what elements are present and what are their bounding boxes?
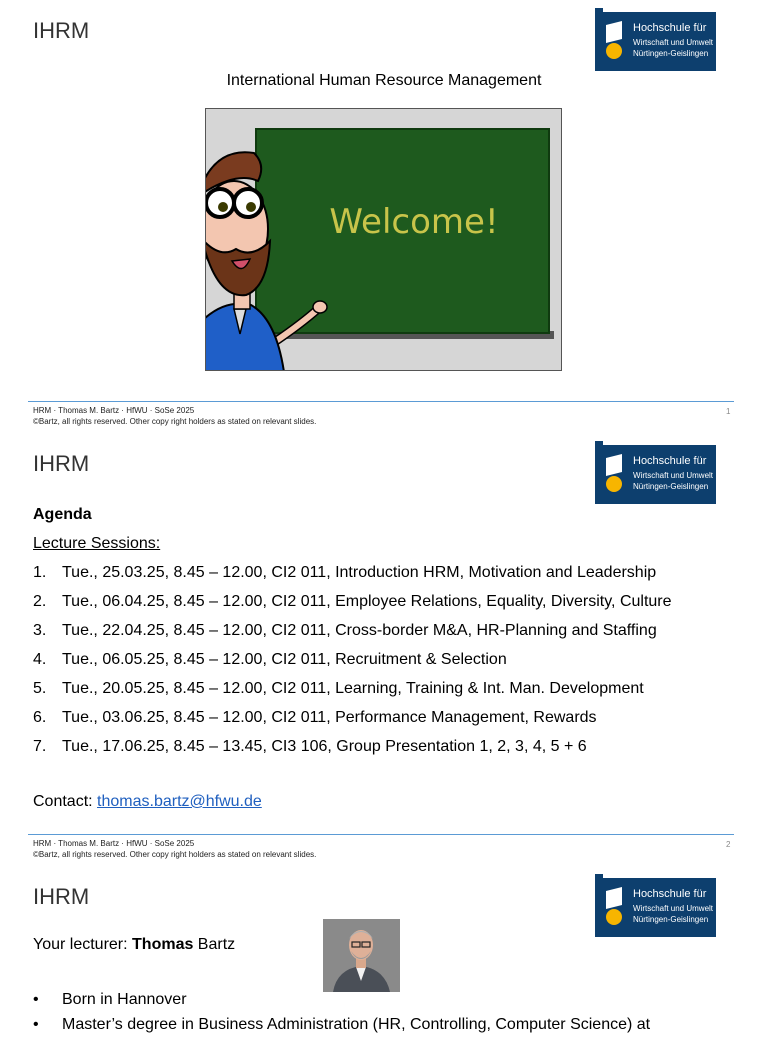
lecturer-bullets: [33, 990, 650, 1040]
logo-line-1: Hochschule für: [633, 888, 707, 900]
logo-line-2: Wirtschaft und Umwelt: [633, 38, 714, 47]
course-title: IHRM: [33, 884, 90, 909]
logo-line-2: Wirtschaft und Umwelt: [633, 471, 714, 480]
agenda-title: Agenda: [33, 506, 92, 523]
lecturer-prefix: Your lecturer:: [33, 936, 133, 953]
lecturer-last-name: Bartz: [193, 936, 236, 953]
course-title: IHRM: [33, 18, 90, 43]
sessions-heading: Lecture Sessions:: [33, 535, 161, 552]
session-item: 3. Tue., 22.04.25, 8.45 – 12.00, CI2 011, Cross-border M&A, HR-Planning and Staffing: [33, 622, 657, 639]
footer-line-2: ©Bartz, all rights reserved. Other copy right holders as stated on relevant slides.: [33, 417, 317, 426]
footer-line-1: HRM · Thomas M. Bartz · HfWU · SoSe 2025: [33, 406, 195, 415]
logo-line-3: Nürtingen-Geislingen: [633, 482, 709, 491]
page-number: 1: [726, 407, 731, 416]
logo-mark-icon: [604, 887, 624, 927]
contact-label: Contact:: [33, 793, 98, 810]
logo-line-1: Hochschule für: [633, 22, 707, 34]
course-title: IHRM: [33, 451, 90, 476]
page-number: 2: [726, 840, 731, 849]
session-item: 7. Tue., 17.06.25, 8.45 – 13.45, CI3 106, Group Presentation 1, 2, 3, 4, 5 + 6: [33, 738, 587, 755]
session-item: 5. Tue., 20.05.25, 8.45 – 12.00, CI2 011, Learning, Training & Int. Man. Development: [33, 680, 644, 697]
list-item: • Born in Hannover: [33, 991, 187, 1008]
person-portrait-icon: [323, 919, 400, 992]
logo-line-1: Hochschule für: [633, 455, 707, 467]
logo-line-3: Nürtingen-Geislingen: [633, 49, 709, 58]
footer-line-1: HRM · Thomas M. Bartz · HfWU · SoSe 2025: [33, 839, 195, 848]
welcome-text: Welcome!: [329, 202, 499, 242]
session-item: 4. Tue., 06.05.25, 8.45 – 12.00, CI2 011, Recruitment & Selection: [33, 651, 507, 668]
lecturer-photo: [323, 919, 400, 992]
session-item: 2. Tue., 06.04.25, 8.45 – 12.00, CI2 011, Employee Relations, Equality, Diversity, Culture: [33, 593, 672, 610]
logo-line-2: Wirtschaft und Umwelt: [633, 904, 714, 913]
slide-subtitle: International Human Resource Management: [226, 72, 542, 89]
contact-email-link[interactable]: thomas.bartz@hfwu.de: [97, 793, 262, 810]
logo-line-3: Nürtingen-Geislingen: [633, 915, 709, 924]
list-item: • Master’s degree in Business Administration (HR, Controlling, Computer Science) at: [33, 1016, 651, 1033]
session-item: 1. Tue., 25.03.25, 8.45 – 12.00, CI2 011, Introduction HRM, Motivation and Leadership: [33, 564, 657, 581]
university-logo: [595, 878, 716, 937]
session-item: 6. Tue., 03.06.25, 8.45 – 12.00, CI2 011, Performance Management, Rewards: [33, 709, 597, 726]
lecturer-first-name: Thomas: [132, 936, 194, 953]
lecturer-line: [33, 936, 235, 954]
footer-line-2: ©Bartz, all rights reserved. Other copy right holders as stated on relevant slides.: [33, 850, 317, 859]
